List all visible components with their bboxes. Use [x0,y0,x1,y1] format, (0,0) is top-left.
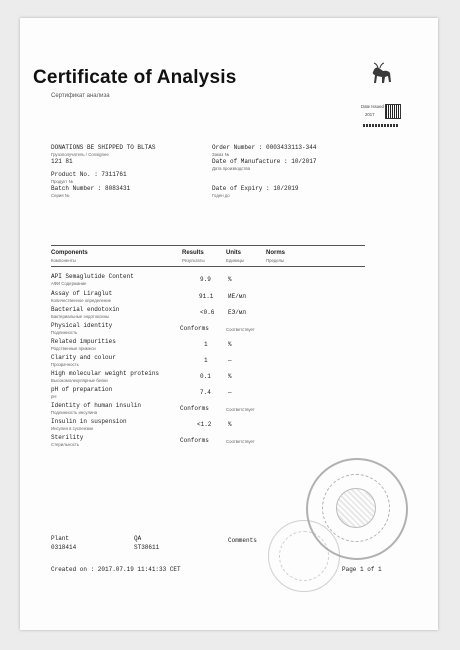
expiry-date-label: Годен до [212,193,230,198]
row-unit: — [228,389,232,396]
footer-page-number: Page 1 of 1 [342,566,382,573]
batch-number-label: Серия № [51,193,70,198]
row-unit: — [228,357,232,364]
consignee-label: Грузополучатель / Consignee [51,152,109,157]
row-component: Clarity and colour [51,354,116,361]
row-unit: Соответствует [226,439,255,444]
row-unit: % [228,373,232,380]
row-component: Sterility [51,434,84,441]
row-component-sub: Родственные примеси [51,346,96,351]
product-number-label: Продукт № [51,179,74,184]
row-result: <1.2 [197,421,212,428]
logo-caption-1: Date Issued [361,104,384,109]
column-header-results: Results [182,250,204,256]
table-top-rule [51,245,365,246]
consignee-code: 121 81 [51,158,73,165]
row-component-sub: Подлинность инсулина [51,410,98,415]
barcode-stamp [385,104,401,119]
row-unit: Соответствует [226,327,255,332]
expiry-date: Date of Expiry : 10/2019 [212,185,299,192]
order-number: Order Number : 0003433113-344 [212,144,317,151]
column-header-results-sub: Результаты [182,258,205,263]
row-component-sub: Прозрачность [51,362,79,367]
row-result: 91.1 [199,293,214,300]
faint-seal [268,520,340,592]
row-result: 7.4 [200,389,211,396]
row-unit: % [228,341,232,348]
row-component-sub: Подлинность [51,330,78,335]
row-result: 1 [204,357,208,364]
row-result: 1 [204,341,208,348]
document-subtitle: Сертификат анализа [51,93,110,99]
row-unit: ИЕ/мл [228,293,247,300]
row-unit: Соответствует [226,407,255,412]
product-number: Product No. : 7311761 [51,171,127,178]
barcode-strip [363,124,399,127]
manufacture-date-label: Дата производства [212,166,250,171]
table-header-rule [51,266,365,267]
bull-logo-icon [369,62,395,92]
row-component-sub: Высокомолекулярные белки [51,378,108,383]
row-result: Conforms [180,437,209,444]
row-component: Physical identity [51,322,113,329]
footer-plant-value: 0318414 [51,544,77,551]
row-component: API Semaglutide Content [51,273,134,280]
row-component: Assay of Liraglut [51,290,113,297]
row-result: 9.9 [200,276,211,283]
row-component: pH of preparation [51,386,113,393]
footer-comments: Comments [228,537,257,544]
column-header-components: Components [51,250,88,256]
batch-number: Batch Number : 8083431 [51,185,131,192]
column-header-norms: Norms [266,250,286,256]
column-header-components-sub: Компоненты [51,258,76,263]
row-result: 0.1 [200,373,211,380]
row-unit: % [228,276,232,283]
row-component-sub: pH [51,394,57,399]
logo-caption-2: 2017 [365,112,375,117]
footer-qa-value: ST38611 [134,544,160,551]
row-result: Conforms [180,405,209,412]
row-component-sub: АФИ Содержание [51,281,87,286]
manufacture-date: Date of Manufacture : 10/2017 [212,158,317,165]
footer-qa-label: QA [134,535,142,542]
row-unit: % [228,421,232,428]
document-title: Certificate of Analysis [33,67,237,88]
company-logo [363,62,401,134]
row-component: Related impurities [51,338,116,345]
footer-created-on: Created on : 2017.07.19 11:41:33 CET [51,566,181,573]
row-result: <0.6 [200,309,215,316]
footer-plant-label: Plant [51,535,70,542]
consignee-value: DONATIONS BE SHIPPED TO BLTAS [51,144,156,151]
column-header-norms-sub: Пределы [266,258,285,263]
row-result: Conforms [180,325,209,332]
row-component-sub: Инсулин в суспензии [51,426,93,431]
column-header-units-sub: Единицы [226,258,245,263]
column-header-units: Units [226,250,241,256]
row-component-sub: Стерильность [51,442,80,447]
row-component: Bacterial endotoxin [51,306,120,313]
row-component: High molecular weight proteins [51,370,160,377]
row-unit: ЕЭ/мл [228,309,247,316]
row-component: Identity of human insulin [51,402,142,409]
row-component-sub: Количественное определение [51,298,112,303]
row-component-sub: Бактериальные эндотоксины [51,314,110,319]
order-number-label: Заказ № [212,152,230,157]
row-component: Insulin in suspension [51,418,127,425]
